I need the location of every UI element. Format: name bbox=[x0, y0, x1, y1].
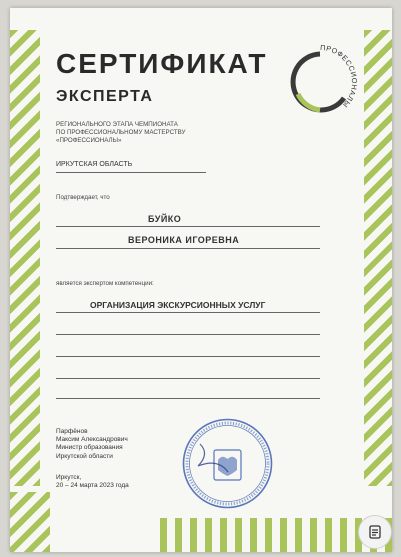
championship-line-1: РЕГИОНАЛЬНОГО ЭТАПА ЧЕМПИОНАТА bbox=[56, 121, 178, 128]
competence-line-1 bbox=[56, 312, 320, 313]
championship-block bbox=[56, 121, 246, 145]
city: Иркутск, bbox=[56, 474, 82, 481]
signer-name: Максим Александрович bbox=[56, 436, 128, 444]
logo-text: ПРОФЕССИОНАЛЫ bbox=[319, 42, 360, 110]
signer-position-2: Иркутской области bbox=[56, 452, 113, 460]
bottom-left-stripe-border bbox=[10, 492, 50, 552]
certificate-sheet bbox=[10, 8, 392, 552]
championship-line-2: ПО ПРОФЕССИОНАЛЬНОМУ МАСТЕРСТВУ bbox=[56, 129, 186, 136]
professionaly-logo bbox=[280, 42, 360, 122]
competence-line-4 bbox=[56, 378, 320, 379]
document-scan-icon[interactable] bbox=[358, 515, 392, 549]
region-name: ИРКУТСКАЯ ОБЛАСТЬ bbox=[56, 161, 133, 168]
event-dates: 20 – 24 марта 2023 года bbox=[56, 482, 129, 490]
given-names-underline bbox=[56, 248, 320, 249]
bottom-stripe-border bbox=[160, 518, 392, 552]
expert-surname: БУЙКО bbox=[148, 214, 182, 224]
championship-line-3: «ПРОФЕССИОНАЛЫ» bbox=[56, 137, 122, 144]
signer-surname: Парфёнов bbox=[56, 428, 88, 435]
svg-text:ПРОФЕССИОНАЛЫ bbox=[320, 43, 359, 110]
expert-given-names: ВЕРОНИКА ИГОРЕВНА bbox=[128, 235, 240, 245]
competence-name: ОРГАНИЗАЦИЯ ЭКСКУРСИОННЫХ УСЛУГ bbox=[90, 300, 266, 310]
competence-line-2 bbox=[56, 334, 320, 335]
surname-underline bbox=[56, 226, 320, 227]
left-stripe-border bbox=[10, 30, 40, 486]
region-underline bbox=[56, 172, 206, 173]
certificate-subtitle: ЭКСПЕРТА bbox=[56, 88, 154, 105]
confirms-text: Подтверждает, что bbox=[56, 194, 110, 201]
place-date-block bbox=[56, 474, 129, 490]
is-expert-text: является экспертом компетенции: bbox=[56, 280, 154, 287]
official-stamp bbox=[180, 416, 275, 511]
signer-block bbox=[56, 428, 128, 461]
signer-position-1: Министр образования bbox=[56, 444, 123, 452]
certificate-title: СЕРТИФИКАТ bbox=[56, 48, 268, 79]
competence-line-5 bbox=[56, 398, 320, 399]
right-stripe-border bbox=[364, 30, 392, 486]
competence-line-3 bbox=[56, 356, 320, 357]
